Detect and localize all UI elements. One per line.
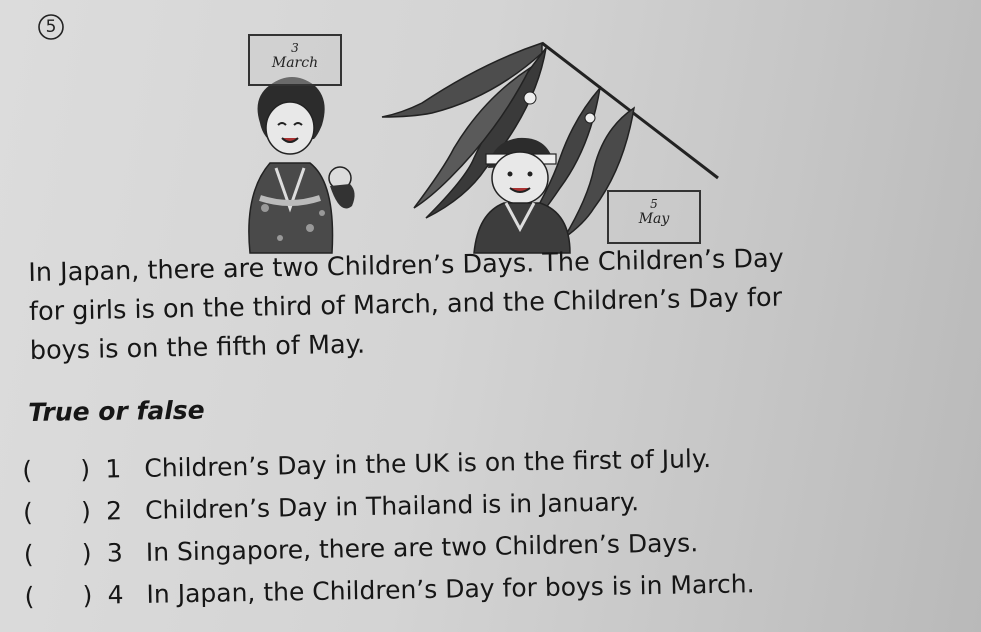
passage-line: for girls is on the third of March, and the Children’s Day for bbox=[28, 282, 783, 327]
answer-paren-open[interactable]: ( bbox=[22, 455, 33, 485]
may-date-day: 5 bbox=[650, 197, 658, 211]
question-text: In Singapore, there are two Children’s Days. bbox=[145, 528, 699, 567]
may-date-sign bbox=[607, 190, 701, 244]
question-text: Children’s Day in Thailand is in January. bbox=[144, 487, 640, 525]
true-false-question-list bbox=[22, 433, 975, 618]
march-date-month: March bbox=[271, 55, 319, 71]
answer-paren-close: ) bbox=[81, 538, 92, 568]
answer-paren-open[interactable]: ( bbox=[23, 539, 34, 569]
question-number: 2 bbox=[105, 496, 123, 526]
girl-in-kimono-figure bbox=[249, 77, 355, 253]
march-date-sign bbox=[248, 34, 342, 86]
question-number: 3 bbox=[106, 538, 124, 568]
page-number-badge bbox=[36, 12, 66, 42]
question-number: 1 bbox=[105, 454, 122, 484]
passage-line: In Japan, there are two Children’s Days. The Children’s Day bbox=[28, 243, 785, 288]
question-number: 4 bbox=[107, 580, 124, 610]
question-text: Children’s Day in the UK is on the first of July. bbox=[144, 443, 712, 483]
answer-paren-open[interactable]: ( bbox=[22, 497, 34, 527]
question-text: In Japan, the Children’s Day for boys is in March. bbox=[146, 569, 755, 609]
page-number: 5 bbox=[45, 17, 57, 37]
passage-line: boys is on the fifth of May. bbox=[29, 329, 366, 366]
march-date-day: 3 bbox=[291, 41, 299, 55]
answer-paren-close: ) bbox=[80, 496, 92, 526]
answer-paren-close: ) bbox=[80, 454, 91, 484]
exercise-heading: True or false bbox=[28, 395, 205, 427]
answer-paren-open[interactable]: ( bbox=[24, 581, 35, 611]
answer-paren-close: ) bbox=[82, 580, 93, 610]
reading-passage bbox=[28, 236, 950, 371]
may-date-month: May bbox=[638, 211, 670, 227]
